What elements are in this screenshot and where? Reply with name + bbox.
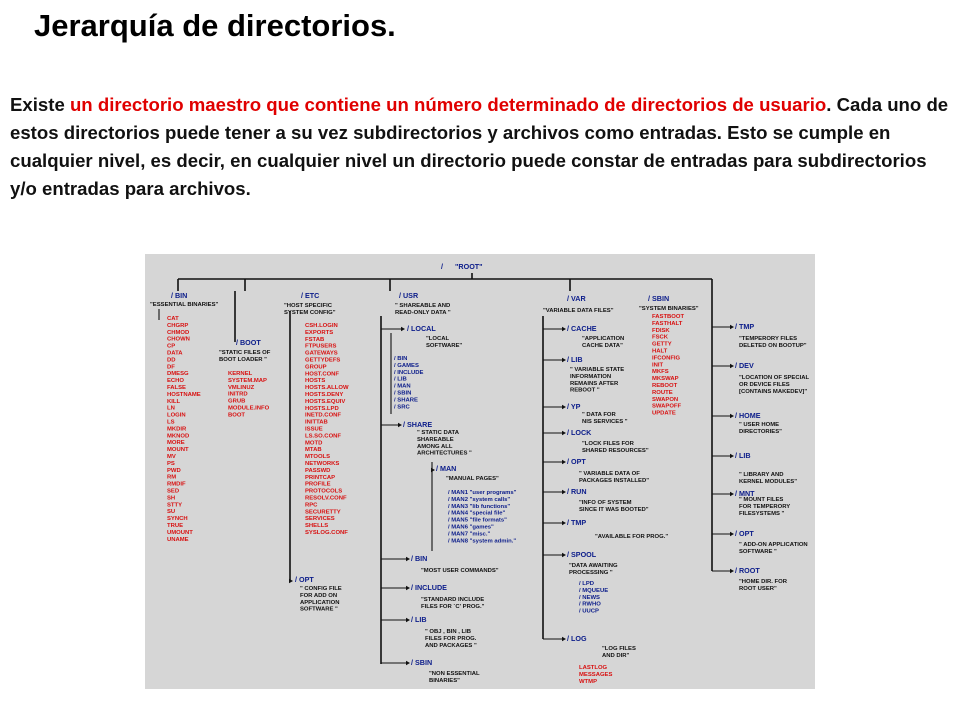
dir-desc-usr-share: " STATIC DATA <box>417 430 459 436</box>
dir-name-usr-man: / MAN <box>436 464 457 473</box>
dir-name-usr-sbin: / SBIN <box>411 658 433 667</box>
file-item-boot: GRUB <box>228 398 246 405</box>
file-item-bin: ECHO <box>167 378 185 385</box>
file-item-etc: SHELLS <box>305 523 329 530</box>
dir-desc-var-tmp: "AVAILABLE FOR PROG." <box>595 534 669 540</box>
file-item-etc: NETWORKS <box>305 461 340 467</box>
dir-desc-usr-lib: AND PACKAGES " <box>425 642 477 649</box>
dir-desc-var-lib: INFORMATION <box>570 373 612 380</box>
file-item-bin: UNAME <box>167 536 189 543</box>
dir-name-var: / VAR <box>567 294 586 303</box>
directory-hierarchy-diagram <box>145 254 815 689</box>
file-item-var-log: WTMP <box>579 678 597 685</box>
dir-desc-usr-share: ARCHITECTURES " <box>417 450 472 457</box>
file-item-sbin: REBOOT <box>652 383 678 389</box>
file-item-boot: BOOT <box>228 412 246 419</box>
paragraph-rest: . Cada uno de estos directorios puede tener a su vez subdirectorios y archivos como entradas. Esto se cumple en cualquier nivel, es decir, en cualquier nivel un directorio puede constar de entradas para subdirectorios y/o entradas para archivos. <box>10 94 949 199</box>
dir-name-right-0: / TMP <box>735 322 755 331</box>
file-item-etc: SERVICES <box>305 516 335 523</box>
dir-name-root: / <box>441 262 443 271</box>
file-item-sbin: MKSWAP <box>652 376 679 383</box>
dir-desc-etc-opt: APPLICATION <box>300 599 340 606</box>
dir-name-var-tmp: / TMP <box>567 518 587 527</box>
dir-desc-right-4: " MOUNT FILES <box>739 497 784 503</box>
file-item-sbin: SWAPOFF <box>652 403 682 410</box>
dir-desc-var-cache: CACHE DATA" <box>582 342 623 349</box>
file-item-etc: PRINTCAP <box>305 474 336 481</box>
dir-desc-usr-sbin: "NON ESSENTIAL <box>429 671 480 677</box>
file-item-bin: LS <box>167 419 175 426</box>
dir-desc-right-3: " LIBRARY AND <box>739 472 784 478</box>
arrowhead <box>730 364 734 368</box>
dir-desc-var-lib: " VARIABLE STATE <box>570 367 625 373</box>
dir-desc-var-lock: "LOCK FILES FOR <box>582 441 634 447</box>
file-item-etc: EXPORTS <box>305 329 334 336</box>
file-item-bin: MKNOD <box>167 433 190 440</box>
dir-desc-var-spool: "DATA AWAITING <box>569 563 618 569</box>
subdir-item-usr-local: / BIN <box>394 356 408 362</box>
file-item-etc: CSH.LOGIN <box>305 323 338 329</box>
arrowhead <box>562 358 566 362</box>
file-item-boot: INITRD <box>228 391 248 398</box>
dir-name-boot: / BOOT <box>236 338 261 347</box>
subdir-item-usr-local: / INCLUDE <box>394 369 424 376</box>
file-item-bin: DATA <box>167 350 183 357</box>
file-item-bin: CP <box>167 343 176 350</box>
arrowhead <box>562 553 566 557</box>
dir-name-var-lib: / LIB <box>567 355 583 364</box>
arrowhead <box>406 618 410 622</box>
arrowhead <box>562 521 566 525</box>
dir-desc-var: "VARIABLE DATA FILES" <box>543 308 614 314</box>
file-item-boot: MODULE.INFO <box>228 405 270 412</box>
page-title: Jerarquía de directorios. <box>34 8 396 43</box>
file-item-etc: GROUP <box>305 364 327 371</box>
file-item-bin: TRUE <box>167 523 184 529</box>
dir-desc-var-lock: SHARED RESOURCES" <box>582 447 649 454</box>
dir-name-usr-local: / LOCAL <box>407 324 436 333</box>
dir-name-right-2: / HOME <box>735 411 761 420</box>
file-item-etc: HOSTS.EQUIV <box>305 398 346 405</box>
dir-desc-right-2: DIRECTORIES" <box>739 428 782 435</box>
file-item-sbin: MKFS <box>652 369 669 376</box>
dir-desc-etc: "HOST SPECIFIC <box>284 303 332 309</box>
arrowhead <box>406 661 410 665</box>
file-item-etc: PROTOCOLS <box>305 488 343 495</box>
dir-name-usr-share: / SHARE <box>403 420 433 429</box>
dir-name-right-4: / MNT <box>735 489 755 498</box>
dir-desc-usr-local: "LOCAL <box>426 336 450 342</box>
file-item-bin: PS <box>167 460 175 467</box>
file-item-sbin: FASTBOOT <box>652 314 685 320</box>
dir-name-right-1: / DEV <box>735 361 754 370</box>
file-item-etc: HOSTS.ALLOW <box>305 385 349 392</box>
dir-desc-usr-man: "MANUAL PAGES" <box>446 476 499 482</box>
dir-name-etc: / ETC <box>301 291 320 300</box>
file-item-etc: HOSTS <box>305 378 326 385</box>
file-item-bin: LOGIN <box>167 412 186 419</box>
file-item-etc: SECURETTY <box>305 509 341 516</box>
subdir-item-usr-man: / MAN4 "special file" <box>448 510 506 517</box>
dir-desc-right-5: SOFTWARE " <box>739 548 777 555</box>
file-item-bin: UMOUNT <box>167 529 193 536</box>
dir-desc-usr-share: SHAREABLE <box>417 436 454 443</box>
subdir-item-usr-man: / MAN6 "games" <box>448 524 494 531</box>
subdir-item-usr-man: / MAN8 "system admin." <box>448 538 517 545</box>
arrowhead <box>398 423 402 427</box>
file-item-bin: DMESG <box>167 371 189 378</box>
file-item-etc: PASSWD <box>305 467 331 474</box>
file-item-var-log: LASTLOG <box>579 665 608 671</box>
dir-desc-usr-bin: "MOST USER COMMANDS" <box>421 568 499 574</box>
arrowhead <box>562 460 566 464</box>
dir-desc-right-1: [CONTAINS MAKEDEV]" <box>739 388 808 395</box>
arrowhead <box>730 532 734 536</box>
dir-name-usr: / USR <box>399 291 419 300</box>
file-item-bin: LN <box>167 405 175 412</box>
dir-desc-var-opt: " VARIABLE DATA OF <box>579 471 640 477</box>
file-item-bin: FALSE <box>167 385 186 391</box>
file-item-sbin: HALT <box>652 348 668 355</box>
dir-desc-right-3: KERNEL MODULES" <box>739 478 797 485</box>
dir-desc-usr-lib: " OBJ , BIN , LIB <box>425 629 471 635</box>
arrowhead <box>401 327 405 331</box>
dir-name-var-lock: / LOCK <box>567 428 592 437</box>
file-item-bin: RM <box>167 474 177 481</box>
file-item-bin: MV <box>167 454 176 460</box>
dir-desc-var-lib: REMAINS AFTER <box>570 380 619 387</box>
file-item-sbin: IFCONFIG <box>652 355 681 362</box>
dir-name-var-run: / RUN <box>567 487 587 496</box>
dir-desc-right-0: "TEMPERORY FILES <box>739 336 798 342</box>
dir-name-var-opt: / OPT <box>567 457 586 466</box>
dir-name-right-3: / LIB <box>735 451 751 460</box>
dir-desc-etc-opt: SOFTWARE " <box>300 606 338 613</box>
dir-desc-var-run: SINCE IT WAS BOOTED" <box>579 506 649 513</box>
file-item-bin: SU <box>167 509 176 516</box>
dir-desc-right-6: ROOT USER" <box>739 585 777 592</box>
file-item-sbin: GETTY <box>652 341 672 348</box>
file-item-etc: HOSTS.DENY <box>305 392 344 398</box>
file-item-bin: CHGRP <box>167 322 189 329</box>
dir-name-var-spool: / SPOOL <box>567 550 597 559</box>
file-item-bin: CHOWN <box>167 336 190 343</box>
dir-desc-usr-local: SOFTWARE" <box>426 342 463 349</box>
dir-desc-var-cache: "APPLICATION <box>582 336 625 342</box>
dir-desc-root: "ROOT" <box>455 262 483 271</box>
arrowhead <box>730 492 734 496</box>
file-item-bin: DD <box>167 357 176 364</box>
dir-desc-etc-opt: FOR ADD ON <box>300 592 338 599</box>
file-item-etc: GETTYDEFS <box>305 357 341 364</box>
dir-name-sbin: / SBIN <box>648 294 670 303</box>
file-item-etc: MOTD <box>305 440 323 447</box>
file-item-var-log: MESSAGES <box>579 671 613 678</box>
file-item-bin: MKDIR <box>167 426 187 433</box>
subdir-item-usr-local: / SHARE <box>394 397 418 404</box>
dir-desc-var-log: AND DIR" <box>602 652 630 659</box>
dir-desc-var-log: "LOG FILES <box>602 646 636 652</box>
subdir-item-usr-man: / MAN2 "system calls" <box>448 496 511 503</box>
file-item-bin: HOSTNAME <box>167 391 201 398</box>
file-item-bin: STTY <box>167 502 183 509</box>
arrowhead <box>562 637 566 641</box>
arrowhead <box>406 586 410 590</box>
file-item-bin: PWD <box>167 467 181 474</box>
file-item-etc: PROFILE <box>305 481 331 488</box>
file-item-bin: SED <box>167 488 180 495</box>
subdir-item-usr-local: / MAN <box>394 383 411 390</box>
dir-desc-boot: BOOT LOADER " <box>219 356 267 363</box>
file-item-boot: SYSTEM.MAP <box>228 377 267 384</box>
dir-desc-var-run: "INFO OF SYSTEM <box>579 500 632 506</box>
file-item-etc: MTAB <box>305 447 322 454</box>
file-item-sbin: FDISK <box>652 327 670 334</box>
arrowhead <box>730 454 734 458</box>
dir-name-var-log: / LOG <box>567 634 587 643</box>
file-item-etc: MTOOLS <box>305 454 331 461</box>
dir-desc-right-2: " USER HOME <box>739 422 780 428</box>
paragraph-prefix: Existe <box>10 94 70 115</box>
subdir-item-usr-local: / LIB <box>394 376 407 383</box>
dir-name-usr-include: / INCLUDE <box>411 583 447 592</box>
dir-desc-var-lib: REBOOT " <box>570 387 600 394</box>
file-item-bin: KILL <box>167 398 181 405</box>
dir-desc-var-yp: NIS SERVICES " <box>582 418 628 425</box>
dir-desc-usr-lib: FILES FOR PROG. <box>425 635 477 642</box>
subdir-item-usr-man: / MAN7 "misc." <box>448 531 491 538</box>
paragraph-highlight: un directorio maestro que contiene un número determinado de directorios de usuario <box>69 94 827 115</box>
dir-desc-usr: " SHAREABLE AND <box>395 303 451 309</box>
file-item-bin: SH <box>167 495 176 502</box>
dir-desc-right-5: " ADD-ON APPLICATION <box>739 542 808 548</box>
file-item-etc: FSTAB <box>305 336 325 343</box>
directory-tree-svg <box>145 254 815 689</box>
subdir-item-var-spool: / LPD <box>579 581 595 587</box>
dir-desc-usr-share: AMONG ALL <box>417 443 453 450</box>
dir-desc-sbin: "SYSTEM BINARIES" <box>639 306 699 312</box>
dir-name-var-yp: / YP <box>567 402 581 411</box>
arrowhead <box>730 325 734 329</box>
file-item-etc: LS.SO.CONF <box>305 433 341 440</box>
arrowhead <box>562 431 566 435</box>
arrowhead <box>406 557 410 561</box>
dir-name-usr-bin: / BIN <box>411 554 428 563</box>
dir-desc-usr-include: FILES FOR `C' PROG." <box>421 603 485 610</box>
dir-desc-var-yp: " DATA FOR <box>582 412 616 418</box>
dir-name-var-cache: / CACHE <box>567 324 597 333</box>
subdir-item-var-spool: / MQUEUE <box>579 587 609 594</box>
dir-desc-bin: "ESSENTIAL BINARIES" <box>150 302 219 308</box>
file-item-boot: VMLINUZ <box>228 384 255 391</box>
subdir-item-usr-man: / MAN5 "file formats" <box>448 517 507 524</box>
file-item-sbin: SWAPON <box>652 396 679 403</box>
dir-desc-usr: READ-ONLY DATA " <box>395 309 451 316</box>
dir-desc-right-4: FILESYSTEMS " <box>739 510 785 517</box>
subdir-item-var-spool: / NEWS <box>579 594 600 601</box>
dir-desc-right-1: OR DEVICE FILES <box>739 381 790 388</box>
arrowhead <box>562 327 566 331</box>
dir-desc-etc-opt: " CONFIG FILE <box>300 586 342 592</box>
dir-desc-var-spool: PROCESSING " <box>569 569 613 576</box>
file-item-bin: MORE <box>167 440 185 447</box>
dir-desc-usr-include: "STANDARD INCLUDE <box>421 597 485 603</box>
description-paragraph <box>10 91 955 203</box>
dir-name-right-6: / ROOT <box>735 566 760 575</box>
subdir-item-var-spool: / UUCP <box>579 608 599 615</box>
file-item-sbin: UPDATE <box>652 410 676 417</box>
file-item-etc: HOST.CONF <box>305 371 340 378</box>
arrowhead <box>730 414 734 418</box>
arrowhead <box>289 579 293 583</box>
file-item-bin: SYNCH <box>167 516 188 523</box>
dir-desc-etc: SYSTEM CONFIG" <box>284 309 336 316</box>
file-item-etc: RESOLV.CONF <box>305 495 347 502</box>
file-item-etc: INETD.CONF <box>305 412 341 419</box>
file-item-sbin: ROUTE <box>652 389 673 396</box>
file-item-bin: DF <box>167 364 175 371</box>
arrowhead <box>562 405 566 409</box>
dir-name-bin: / BIN <box>171 291 188 300</box>
file-item-bin: CHMOD <box>167 329 190 336</box>
file-item-etc: GATEWAYS <box>305 350 338 357</box>
file-item-etc: ISSUE <box>305 426 323 433</box>
file-item-sbin: FSCK <box>652 334 669 341</box>
subdir-item-usr-man: / MAN1 "user programs" <box>448 490 517 496</box>
file-item-etc: HOSTS.LPD <box>305 405 339 412</box>
file-item-boot: KERNEL <box>228 371 253 377</box>
subdir-item-usr-man: / MAN3 "lib functions" <box>448 503 511 510</box>
subdir-item-usr-local: / SRC <box>394 404 410 411</box>
dir-desc-var-opt: PACKAGES INSTALLED" <box>579 477 649 484</box>
dir-desc-right-1: "LOCATION OF SPECIAL <box>739 375 810 381</box>
file-item-bin: MOUNT <box>167 447 189 454</box>
arrowhead <box>730 569 734 573</box>
file-item-etc: SYSLOG.CONF <box>305 530 348 536</box>
subdir-item-usr-local: / SBIN <box>394 390 412 397</box>
file-item-bin: CAT <box>167 316 179 322</box>
file-item-etc: FTPUSERS <box>305 343 337 350</box>
file-item-sbin: FASTHALT <box>652 320 683 327</box>
arrowhead <box>431 468 435 472</box>
arrowhead <box>562 490 566 494</box>
dir-desc-right-4: FOR TEMPERORY <box>739 503 791 510</box>
file-item-etc: RPC <box>305 502 318 509</box>
dir-name-usr-lib: / LIB <box>411 615 427 624</box>
dir-desc-usr-sbin: BINARIES" <box>429 677 460 684</box>
dir-desc-boot: "STATIC FILES OF <box>219 350 271 356</box>
dir-desc-right-0: DELETED ON BOOTUP" <box>739 342 807 349</box>
file-item-sbin: INIT <box>652 362 664 369</box>
dir-desc-right-6: "HOME DIR. FOR <box>739 579 787 585</box>
file-item-bin: RMDIF <box>167 481 186 488</box>
subdir-item-usr-local: / GAMES <box>394 362 419 369</box>
dir-name-right-5: / OPT <box>735 529 754 538</box>
file-item-etc: INITTAB <box>305 419 328 426</box>
subdir-item-var-spool: / RWHO <box>579 601 601 608</box>
dir-name-etc-opt: / OPT <box>295 575 314 584</box>
